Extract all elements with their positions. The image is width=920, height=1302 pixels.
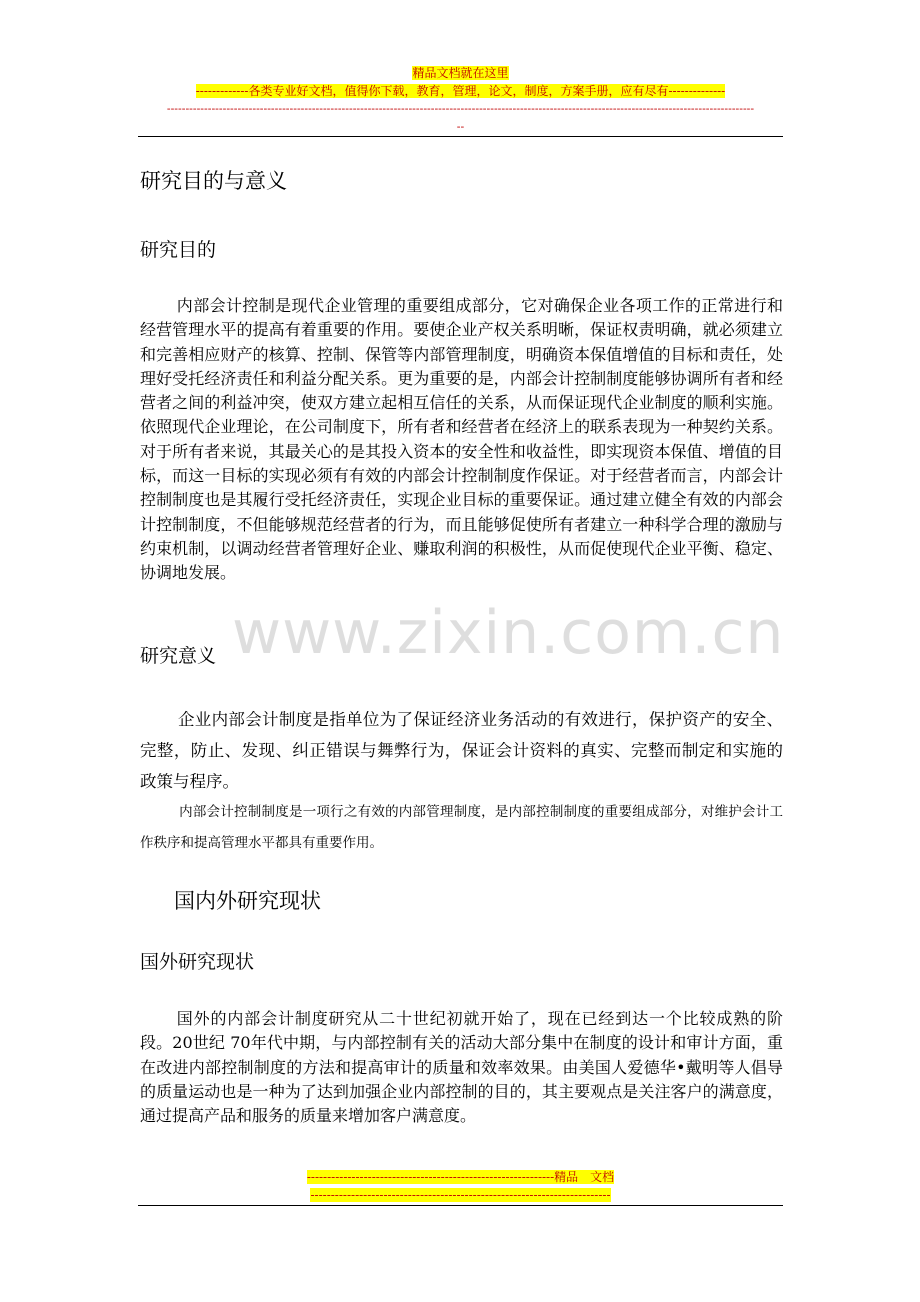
paragraph-internal-control-role: 内部会计控制制度是一项行之有效的内部管理制度，是内部控制制度的重要组成部分，对维护会计工作秩序和提高管理水平都具有重要作用。 — [140, 804, 783, 851]
watermark-text: www.zixin.com.cn — [232, 598, 785, 668]
subsection-title-research-significance: 研究意义 — [140, 645, 217, 667]
subsection-title-foreign-research: 国外研究现状 — [140, 951, 255, 973]
footer-line-2: -------------------------------------------------------------------------- — [310, 1188, 611, 1202]
section-title-research-status: 国内外研究现状 — [174, 889, 321, 913]
header-title: 精品文档就在这里 — [412, 66, 509, 80]
header-tagline: -------------各类专业好文档，值得你下载，教育，管理，论文，制度，方案手册，应有尽有-------------- — [195, 84, 726, 98]
paragraph-research-significance: 企业内部会计制度是指单位为了保证经济业务活动的有效进行，保护资产的安全、完整，防止、发现、纠正错误与舞弊行为，保证会计资料的真实、完整而制定和实施的政策与程序。 — [140, 710, 783, 791]
header-dash-tail: -- — [456, 120, 465, 133]
footer-line-1: -------------------------------------------------------------精品 文档 — [306, 1170, 615, 1184]
section-title-research-purpose-significance: 研究目的与意义 — [140, 169, 287, 193]
paragraph-research-purpose: 内部会计控制是现代企业管理的重要组成部分，它对确保企业各项工作的正常进行和经营管理水平的提高有着重要的作用。要使企业产权关系明晰，保证权责明确，就必须建立和完善相应财产的核算、控制、保管等内部管理制度，明确资本保值增值的目标和责任，处理好受托经济责任和利益分配关系。更为重要的是，内部会计控制制度能够协调所有者和经营者之间的利益冲突，使双方建立起相互信任的关系，从而保证现代企业制度的顺利实施。依照现代企业理论，在公司制度下，所有者和经营者在经济上的联系表现为一种契约关系。对于所有者来说，其最关心的是其投入资本的安全性和收益性，即实现资本保值、增值的目标，而这一目标的实现必须有有效的内部会计控制制度作保证。对于经营者而言，内部会计控制制度也是其履行受托经济责任，实现企业目标的重要保证。通过建立健全有效的内部会计控制制度，不但能够规范经营者的行为，而且能够促使所有者建立一种科学合理的激励与约束机制，以调动经营者管理好企业、赚取利润的积极性，从而促使现代企业平衡、稳定、协调地发展。 — [140, 296, 783, 583]
header-dash-line: -------------------------------------------------------------------------------------------------------------------------------------------------------------- — [166, 102, 755, 115]
header-rule — [138, 136, 783, 137]
footer-rule — [138, 1205, 783, 1206]
paragraph-foreign-research: 国外的内部会计制度研究从二十世纪初就开始了，现在已经到达一个比较成熟的阶段。20世纪 70年代中期，与内部控制有关的活动大部分集中在制度的设计和审计方面，重在改进内部控制制度的方法和提高审计的质量和效率效果。由美国人爱德华•戴明等人倡导的质量运动也是一种为了达到加强企业内部控制的目的，其主要观点是关注客户的满意度，通过提高产品和服务的质量来增加客户满意度。 — [140, 1009, 783, 1126]
page-footer — [138, 1168, 783, 1204]
subsection-title-research-purpose: 研究目的 — [140, 239, 217, 261]
page-header — [138, 64, 783, 136]
